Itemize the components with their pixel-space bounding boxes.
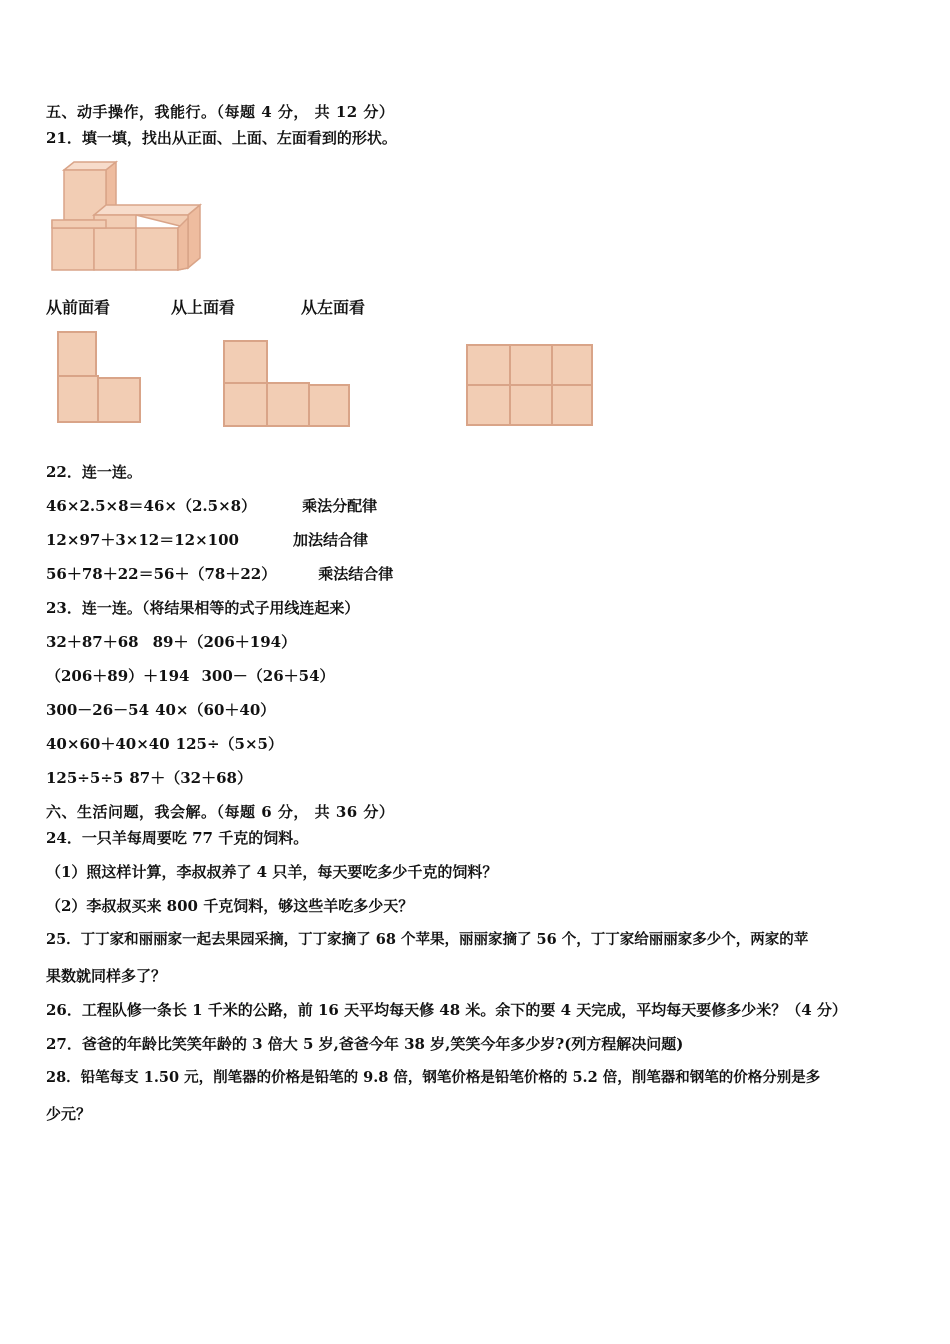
q23-row-5-left: 125÷5÷5 [46,769,124,787]
q25-line2: 果数就同样多了？ [46,967,167,985]
q22-row-3-left: 56＋78＋22＝56＋（78＋22） [46,565,277,583]
q23-row-3-left: 300－26－54 [46,701,150,719]
q23-title: 23．连一连。（将结果相等的式子用线连起来） [46,599,360,617]
q24-sub2: （2）李叔叔买来 800 千克饲料，够这些羊吃多少天？ [46,897,414,915]
q22-row-1 [46,496,377,516]
q24-text: 24．一只羊每周要吃 77 千克的饲料。 [46,829,309,847]
q22-row-2-left: 12×97＋3×12＝12×100 [46,531,239,549]
q23-row-4-left: 40×60＋40×40 [46,735,170,753]
q23-row-5-right: 87＋（32＋68） [129,769,252,787]
q23-row-2 [46,666,335,686]
q28-line2: 少元？ [46,1105,92,1123]
q23-row-3-right: 40×（60＋40） [155,701,276,719]
q23-row-1-left: 32＋87＋68 [46,633,139,651]
q22-row-1-left: 46×2.5×8＝46×（2.5×8） [46,497,257,515]
q23-row-4-right: 125÷（5×5） [175,735,283,753]
q23-row-3 [46,700,275,720]
q22-row-3 [46,564,393,584]
q22-row-2 [46,530,368,550]
view-label-left: 从左面看 [301,298,366,317]
q23-row-2-right: 300－（26＋54） [201,667,335,685]
q25-line1: 25．丁丁家和丽丽家一起去果园采摘，丁丁家摘了 68 个苹果，丽丽家摘了 56 个，丁丁家给丽丽家多少个，两家的苹 [46,931,809,948]
q27-text: 27．爸爸的年龄比笑笑年龄的 3 倍大 5 岁,爸爸今年 38 岁,笑笑今年多少岁?(列方程解决问题) [46,1035,684,1053]
q23-row-2-left: （206＋89）＋194 [46,667,190,685]
q22-title: 22．连一连。 [46,463,142,481]
left-view-figure [464,342,599,434]
view-label-top: 从上面看 [171,298,236,317]
cube-stack-figure [50,160,210,279]
q22-row-2-right: 加法结合律 [292,531,368,549]
q21-text: 21．填一填，找出从正面、上面、左面看到的形状。 [46,129,397,147]
q24-sub1: （1）照这样计算，李叔叔养了 4 只羊，每天要吃多少千克的饲料？ [46,863,498,881]
top-view-figure [221,338,356,434]
q23-row-1 [46,632,296,652]
q26-text: 26．工程队修一条长 1 千米的公路，前 16 天平均每天修 48 米。余下的要 4 天完成，平均每天要修多少米？（4 分） [46,1001,847,1019]
q23-row-1-right: 89＋（206＋194） [152,633,297,651]
q23-row-4 [46,734,283,754]
section6-title: 六、生活问题，我会解。（每题 6 分， 共 36 分） [46,803,395,821]
q22-row-3-right: 乘法结合律 [318,565,394,583]
q23-row-5 [46,768,252,788]
front-view-figure [55,330,145,429]
view-label-front: 从前面看 [46,298,111,317]
section5-title: 五、动手操作，我能行。（每题 4 分， 共 12 分） [46,103,395,121]
q28-line1: 28．铅笔每支 1.50 元，削笔器的价格是铅笔的 9.8 倍，钢笔价格是铅笔价格的 5.2 倍，削笔器和钢笔的价格分别是多 [46,1069,821,1086]
q22-row-1-right: 乘法分配律 [302,497,378,515]
